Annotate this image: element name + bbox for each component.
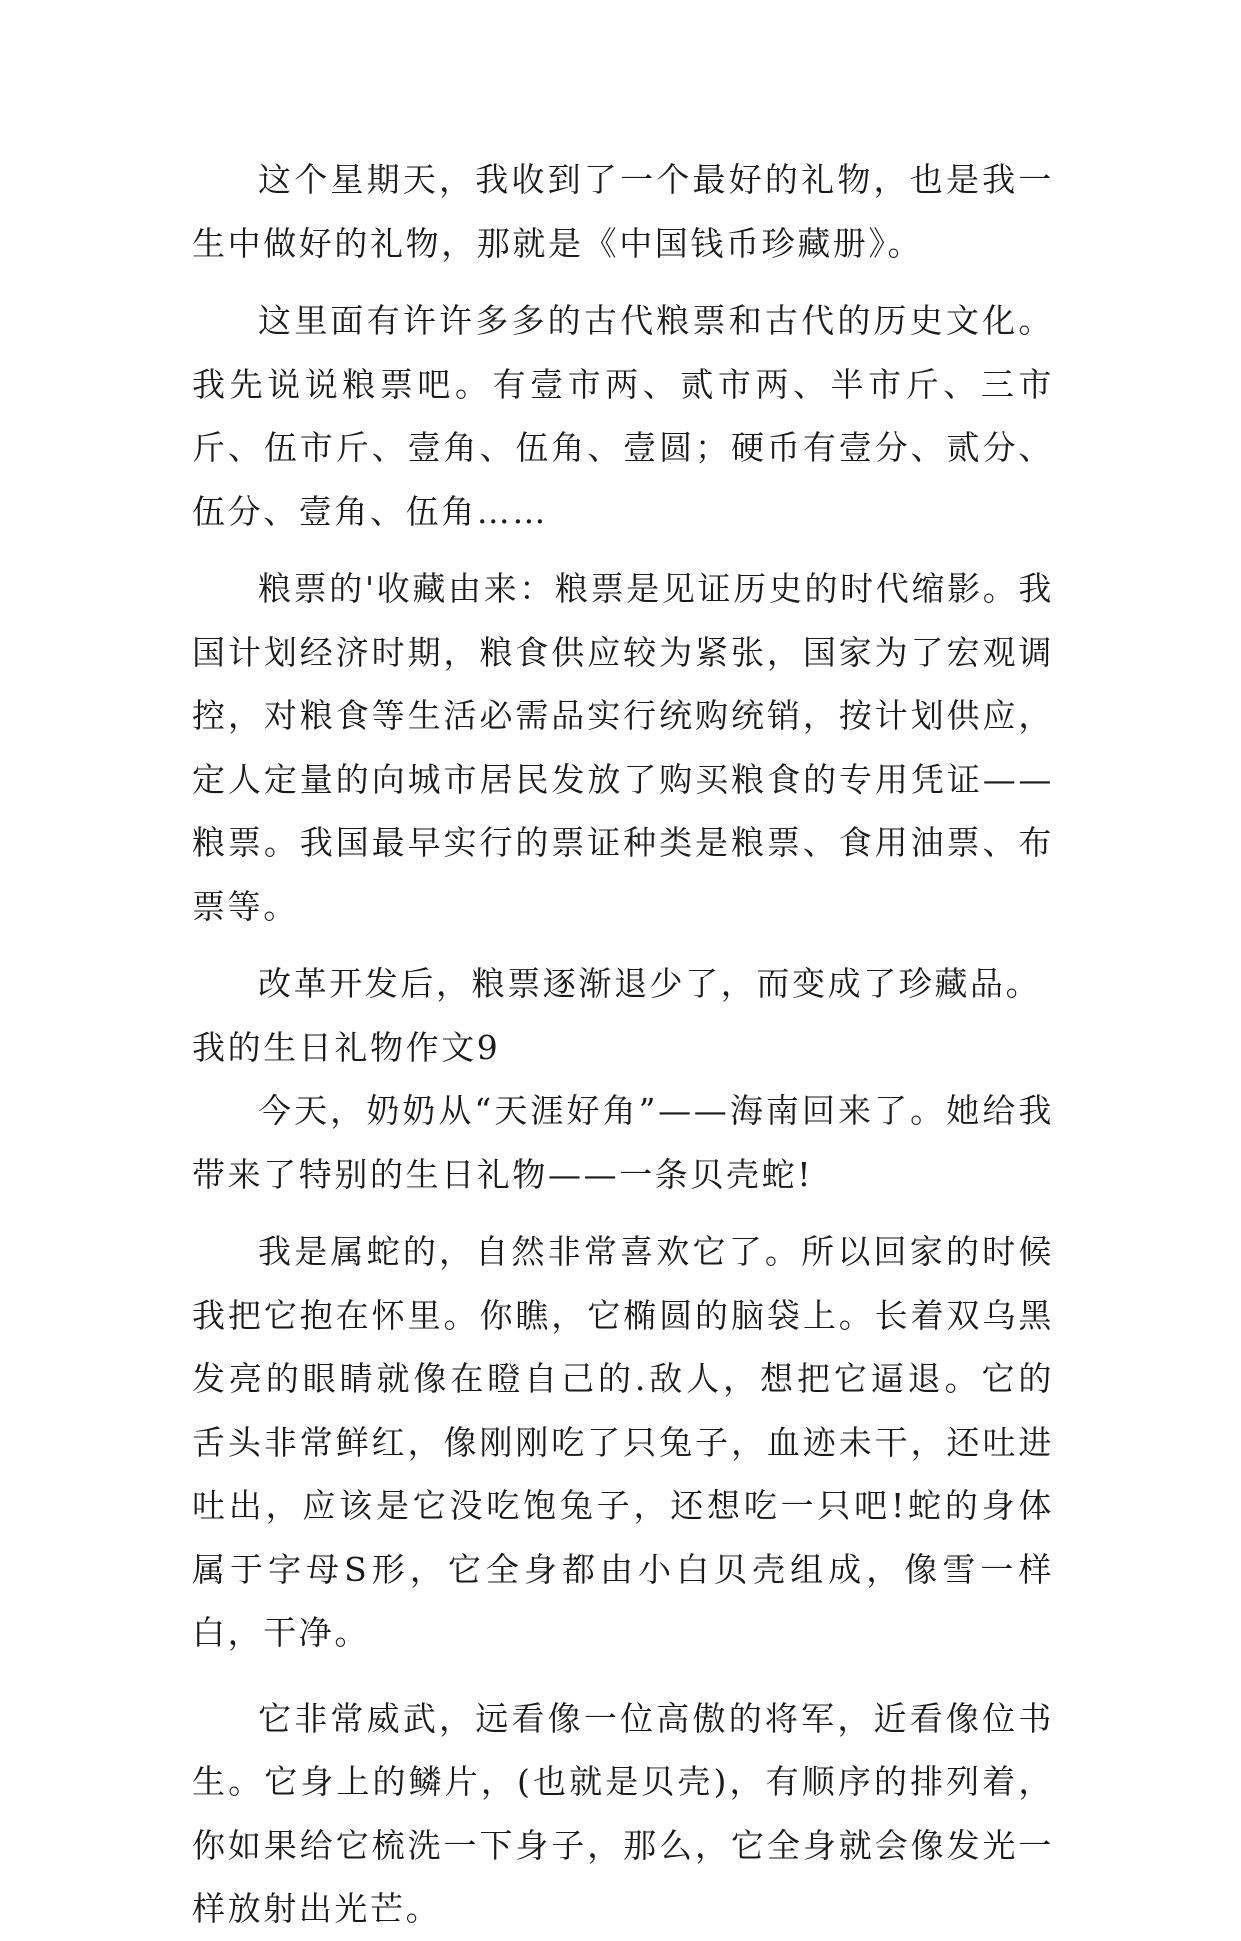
paragraph-ration-coupons: 这里面有许许多多的古代粮票和古代的历史文化。我先说说粮票吧。有壹市两、贰市两、半市斤、三市斤、伍市斤、壹角、伍角、壹圆；硬币有壹分、贰分、伍分、壹角、伍角……: [192, 301, 1054, 531]
paragraph-grandma-gift: 今天，奶奶从“天涯好角”——海南回来了。她给我带来了特别的生日礼物——一条贝壳蛇!: [192, 1091, 1054, 1194]
paragraph-collection-origin: 粮票的'收藏由来：粮票是见证历史的时代缩影。我国计划经济时期，粮食供应较为紧张，国家为了宏观调控，对粮食等生活必需品实行统购统销，按计划供应，定人定量的向城市居民发放了购买粮食的专用凭证——粮票。我国最早实行的票证种类是粮票、食用油票、布票等。: [192, 569, 1054, 926]
paragraph-gift-intro: 这个星期天，我收到了一个最好的礼物，也是我一生中做好的礼物，那就是《中国钱币珍藏册》。: [192, 160, 1054, 263]
section-title: 我的生日礼物作文9: [192, 1027, 501, 1067]
paragraph-reform: 改革开发后，粮票逐渐退少了，而变成了珍藏品。: [258, 964, 1042, 1003]
document-body: [192, 148, 1054, 1941]
paragraph-snake-scales: 它非常威武，远看像一位高傲的将军，近看像位书生。它身上的鳞片，(也就是贝壳)，有顺序的排列着，你如果给它梳洗一下身子，那么，它全身就会像发光一样放射出光芒。: [192, 1698, 1054, 1928]
paragraph-snake-description: 我是属蛇的，自然非常喜欢它了。所以回家的时候我把它抱在怀里。你瞧，它椭圆的脑袋上。长着双乌黑发亮的眼睛就像在瞪自己的.敌人，想把它逼退。它的舌头非常鲜红，像刚刚吃了只兔子，血迹未干，还吐进吐出，应该是它没吃饱兔子，还想吃一只吧!蛇的身体属于字母S形，它全身都由小白贝壳组成，像雪一样白，干净。: [192, 1232, 1054, 1652]
